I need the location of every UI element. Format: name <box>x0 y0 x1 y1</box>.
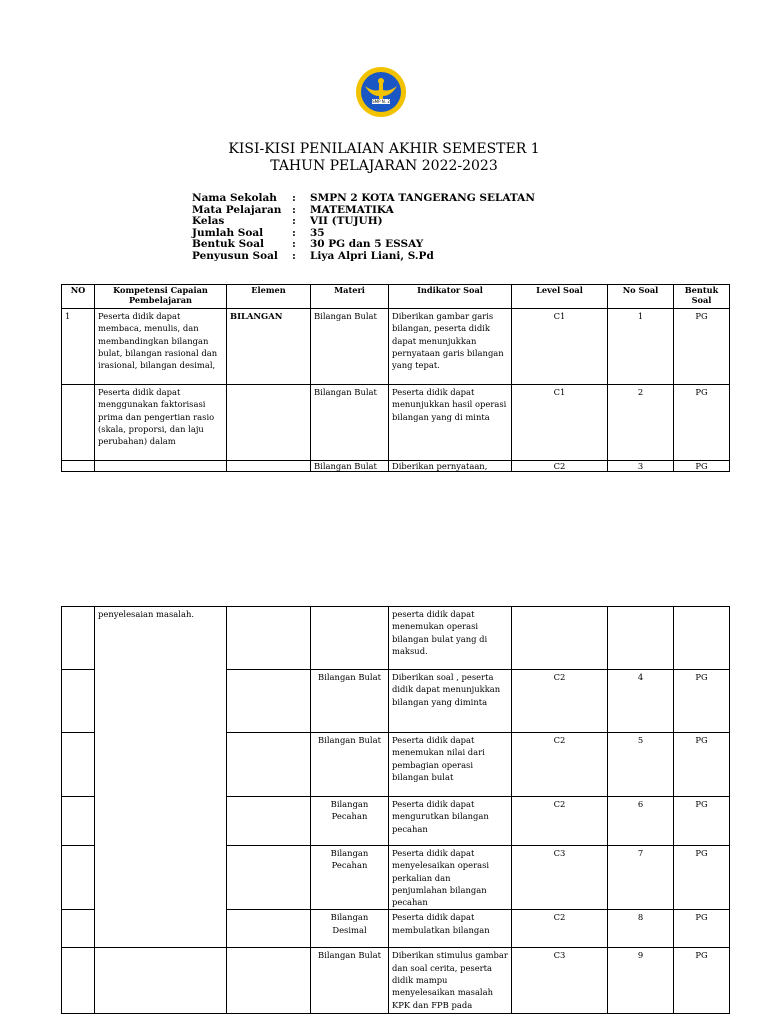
school-logo <box>355 66 407 118</box>
document-subtitle: TAHUN PELAJARAN 2022-2023 <box>270 158 498 174</box>
cell-indikator: Diberikan gambar garis bilangan, peserta didik dapat menunjukkan pernyataan garis bilangan yang tepat. <box>389 309 512 385</box>
cell-bentuk: PG <box>674 461 730 472</box>
cell-materi: Bilangan Bulat <box>311 309 389 385</box>
cell-elemen <box>227 733 311 797</box>
cell-bentuk: PG <box>674 733 730 797</box>
cell-indikator: peserta didik dapat menemukan operasi bilangan bulat yang di maksud. <box>389 607 512 670</box>
info-key: Mata Pelajaran <box>192 203 282 216</box>
cell-indikator: Peserta didik dapat membulatkan bilangan <box>389 910 512 948</box>
cell-materi: Bilangan Bulat <box>311 670 389 733</box>
cell-bentuk: PG <box>674 670 730 733</box>
cell-no <box>62 385 95 461</box>
cell-bentuk <box>674 607 730 670</box>
cell-indikator: Diberikan soal , peserta didik dapat menunjukkan bilangan yang diminta <box>389 670 512 733</box>
cell-level: C1 <box>512 385 608 461</box>
cell-no <box>62 846 95 910</box>
info-key: Kelas <box>192 215 225 228</box>
cell-kompetensi: penyelesaian masalah. <box>95 607 227 948</box>
cell-no <box>62 797 95 846</box>
info-value: MATEMATIKA <box>310 203 394 216</box>
info-key: Nama Sekolah <box>192 192 277 204</box>
cell-no <box>62 733 95 797</box>
cell-no-soal: 9 <box>608 948 674 1014</box>
info-value: VII (TUJUH) <box>310 215 383 228</box>
cell-elemen <box>227 910 311 948</box>
header-no-soal: No Soal <box>608 285 674 309</box>
info-row: Nama Sekolah : SMPN 2 KOTA TANGERANG SELATAN <box>192 192 535 204</box>
cell-elemen <box>227 461 311 472</box>
cell-materi <box>311 607 389 670</box>
cell-elemen <box>227 385 311 461</box>
cell-no <box>62 670 95 733</box>
table-row <box>62 607 730 670</box>
header-level: Level Soal <box>512 285 608 309</box>
cell-indikator: Diberikan stimulus gambar dan soal cerita, peserta didik mampu menyelesaikan masalah KPK dan FPB pada <box>389 948 512 1014</box>
cell-materi: Bilangan Pecahan <box>311 846 389 910</box>
document-title: KISI-KISI PENILAIAN AKHIR SEMESTER 1 <box>228 141 540 157</box>
header-bentuk: Bentuk Soal <box>674 285 730 309</box>
cell-indikator: Diberikan pernyataan, <box>389 461 512 472</box>
cell-elemen <box>227 846 311 910</box>
cell-bentuk: PG <box>674 797 730 846</box>
info-value: 35 <box>310 226 325 239</box>
cell-kompetensi <box>95 948 227 1014</box>
info-key: Bentuk Soal <box>192 238 264 251</box>
cell-level: C2 <box>512 461 608 472</box>
cell-kompetensi: Peserta didik dapat menggunakan faktorisasi prima dan pengertian rasio (skala, proporsi, dan laju perubahan) dalam <box>95 385 227 461</box>
info-row: Mata Pelajaran : MATEMATIKA <box>192 203 394 216</box>
cell-materi: Bilangan Bulat <box>311 948 389 1014</box>
cell-level: C2 <box>512 910 608 948</box>
cell-indikator: Peserta didik dapat mengurutkan bilangan pecahan <box>389 797 512 846</box>
cell-kompetensi <box>95 461 227 472</box>
kisi-kisi-table <box>61 284 730 472</box>
info-row: Kelas : VII (TUJUH) <box>192 215 383 228</box>
info-row: Bentuk Soal : 30 PG dan 5 ESSAY <box>192 238 424 251</box>
header-kompetensi: Kompetensi Capaian Pembelajaran <box>95 285 227 309</box>
cell-indikator: Peserta didik dapat menyelesaikan operasi perkalian dan penjumlahan bilangan pecahan <box>389 846 512 910</box>
cell-bentuk: PG <box>674 385 730 461</box>
info-key: Penyusun Soal <box>192 249 278 262</box>
cell-level: C2 <box>512 797 608 846</box>
cell-no <box>62 607 95 670</box>
cell-elemen <box>227 670 311 733</box>
cell-level: C2 <box>512 733 608 797</box>
cell-elemen <box>227 797 311 846</box>
cell-indikator: Peserta didik dapat menemukan nilai dari pembagian operasi bilangan bulat <box>389 733 512 797</box>
cell-elemen <box>227 948 311 1014</box>
cell-no-soal: 1 <box>608 309 674 385</box>
info-key: Jumlah Soal <box>192 226 264 239</box>
info-block <box>192 193 535 263</box>
cell-bentuk: PG <box>674 948 730 1014</box>
info-value: Liya Alpri Liani, S.Pd <box>310 249 434 262</box>
table-row <box>62 309 730 385</box>
cell-level <box>512 607 608 670</box>
table-row <box>62 948 730 1014</box>
cell-no <box>62 461 95 472</box>
cell-no-soal: 3 <box>608 461 674 472</box>
header-elemen: Elemen <box>227 285 311 309</box>
cell-bentuk: PG <box>674 910 730 948</box>
kisi-kisi-table-continued <box>61 606 730 1014</box>
cell-no-soal: 5 <box>608 733 674 797</box>
cell-no-soal: 2 <box>608 385 674 461</box>
info-row: Jumlah Soal : 35 <box>192 226 325 239</box>
cell-level: C1 <box>512 309 608 385</box>
cell-no-soal <box>608 607 674 670</box>
cell-bentuk: PG <box>674 309 730 385</box>
cell-no <box>62 910 95 948</box>
logo-text: SMP N. 2 <box>372 99 390 104</box>
cell-no-soal: 7 <box>608 846 674 910</box>
cell-elemen: BILANGAN <box>227 309 311 385</box>
cell-level: C3 <box>512 846 608 910</box>
table-row <box>62 385 730 461</box>
cell-level: C2 <box>512 670 608 733</box>
cell-no: 1 <box>62 309 95 385</box>
cell-bentuk: PG <box>674 846 730 910</box>
header-materi: Materi <box>311 285 389 309</box>
info-value: 30 PG dan 5 ESSAY <box>310 238 424 251</box>
header-indikator: Indikator Soal <box>389 285 512 309</box>
cell-kompetensi: Peserta didik dapat membaca, menulis, dan membandingkan bilangan bulat, bilangan rasional dan irasional, bilangan desimal, <box>95 309 227 385</box>
table-row <box>62 461 730 472</box>
info-value: SMPN 2 KOTA TANGERANG SELATAN <box>310 192 535 204</box>
cell-materi: Bilangan Pecahan <box>311 797 389 846</box>
cell-no-soal: 8 <box>608 910 674 948</box>
cell-materi: Bilangan Bulat <box>311 385 389 461</box>
cell-elemen <box>227 607 311 670</box>
cell-no-soal: 4 <box>608 670 674 733</box>
cell-materi: Bilangan Bulat <box>311 733 389 797</box>
cell-materi: Bilangan Bulat <box>311 461 389 472</box>
cell-no-soal: 6 <box>608 797 674 846</box>
cell-materi: Bilangan Desimal <box>311 910 389 948</box>
cell-level: C3 <box>512 948 608 1014</box>
info-row: Penyusun Soal : Liya Alpri Liani, S.Pd <box>192 249 434 262</box>
table-header-row <box>62 285 730 309</box>
cell-indikator: Peserta didik dapat menunjukkan hasil operasi bilangan yang di minta <box>389 385 512 461</box>
cell-no <box>62 948 95 1014</box>
header-no: NO <box>62 285 95 309</box>
